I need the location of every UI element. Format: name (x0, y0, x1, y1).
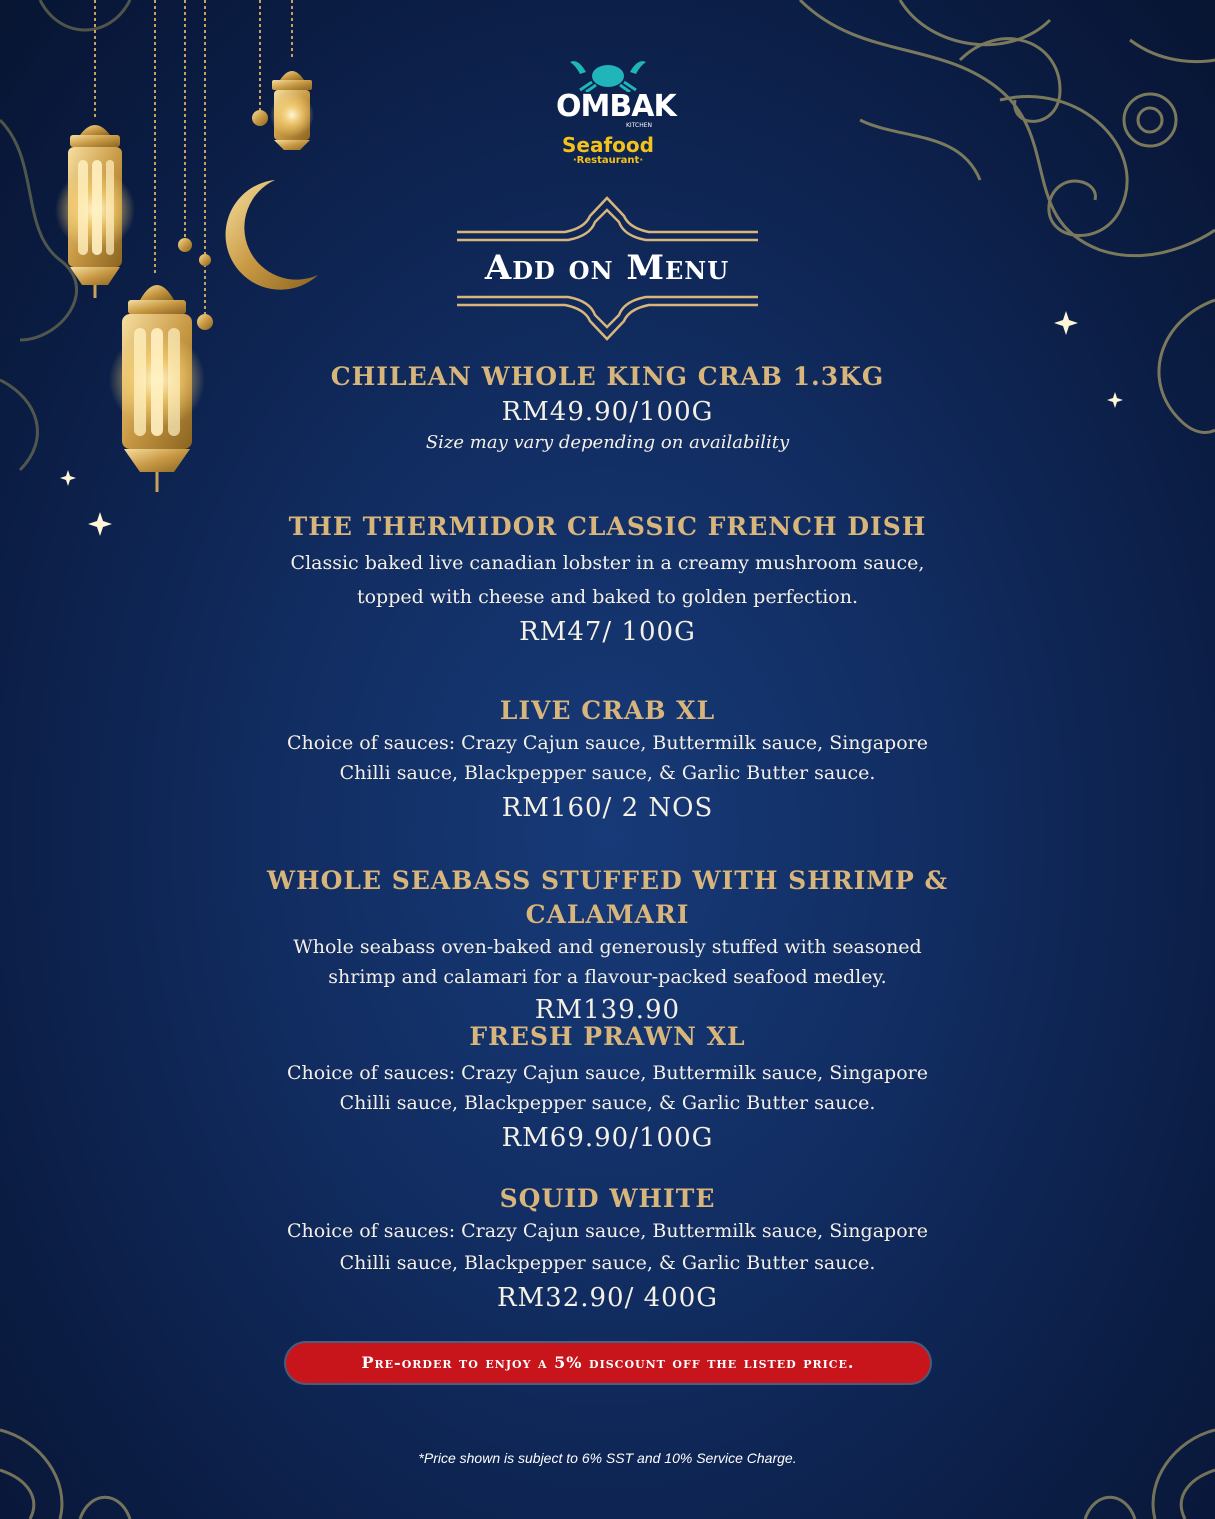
item-note: Size may vary depending on availability (425, 432, 790, 453)
menu-list (200, 360, 1015, 1316)
item-description: shrimp and calamari for a flavour-packed seafood medley. (328, 966, 887, 988)
restaurant-logo (556, 52, 676, 172)
crab-icon (566, 52, 650, 92)
item-name: FRESH PRAWN XL (469, 1022, 746, 1051)
item-description: Choice of sauces: Crazy Cajun sauce, Buttermilk sauce, Singapore (287, 1220, 928, 1242)
menu-item (200, 360, 1015, 510)
item-description: Chilli sauce, Blackpepper sauce, & Garlic Butter sauce. (339, 1252, 876, 1274)
chain-beads (178, 110, 268, 330)
logo-restaurant-label: ·Restaurant· (572, 155, 644, 166)
arabesque-bottom-left (0, 1430, 130, 1519)
item-price: RM32.90/ 400G (496, 1283, 719, 1313)
lantern-icon (55, 125, 135, 298)
item-price: RM49.90/100G (501, 397, 714, 427)
lantern-chains (95, 0, 292, 320)
lantern-icon (109, 285, 205, 492)
item-price: RM69.90/100G (501, 1123, 714, 1153)
menu-item (200, 510, 1015, 694)
item-price: RM160/ 2 NOS (501, 793, 714, 823)
item-description: Chilli sauce, Blackpepper sauce, & Garlic Butter sauce. (339, 1092, 876, 1114)
arabesque-bottom-right (1085, 1430, 1215, 1519)
preorder-discount-banner: Pre-order to enjoy a 5% discount off the listed price. (286, 1343, 930, 1383)
item-description: topped with cheese and baked to golden perfection. (356, 586, 859, 608)
crescent-moon-icon (226, 180, 318, 290)
menu-item (200, 1182, 1015, 1316)
menu-item (200, 694, 1015, 864)
item-description: Chilli sauce, Blackpepper sauce, & Garlic Butter sauce. (339, 762, 876, 784)
arabesque-top-left (0, 0, 130, 470)
logo-seafood-label: Seafood (562, 133, 654, 157)
menu-item (200, 864, 1015, 1025)
price-footnote: *Price shown is subject to 6% SST and 10% Service Charge. (418, 1450, 797, 1466)
logo-kitchen-label: KITCHEN (626, 122, 652, 129)
item-name: THE THERMIDOR CLASSIC FRENCH DISH (288, 512, 927, 541)
item-name: SQUID WHITE (499, 1184, 716, 1213)
item-price: RM47/ 100G (519, 617, 696, 647)
item-description: Choice of sauces: Crazy Cajun sauce, Buttermilk sauce, Singapore (287, 1062, 928, 1084)
item-name: WHOLE SEABASS STUFFED WITH SHRIMP & CALAMARI (266, 866, 949, 929)
item-name: CHILEAN WHOLE KING CRAB 1.3KG (330, 362, 885, 391)
menu-item (200, 1020, 1015, 1182)
item-name: LIVE CRAB XL (499, 696, 716, 725)
item-description: Classic baked live canadian lobster in a creamy mushroom sauce, (290, 552, 925, 574)
item-price: RM139.90 (534, 995, 681, 1025)
item-description: Whole seabass oven-baked and generously stuffed with seasoned (293, 936, 922, 958)
page-title: Add on Menu (484, 248, 730, 288)
lantern-icon (270, 71, 314, 150)
logo-wordmark: OMBAK (556, 89, 676, 124)
item-description: Choice of sauces: Crazy Cajun sauce, Buttermilk sauce, Singapore (287, 732, 928, 754)
